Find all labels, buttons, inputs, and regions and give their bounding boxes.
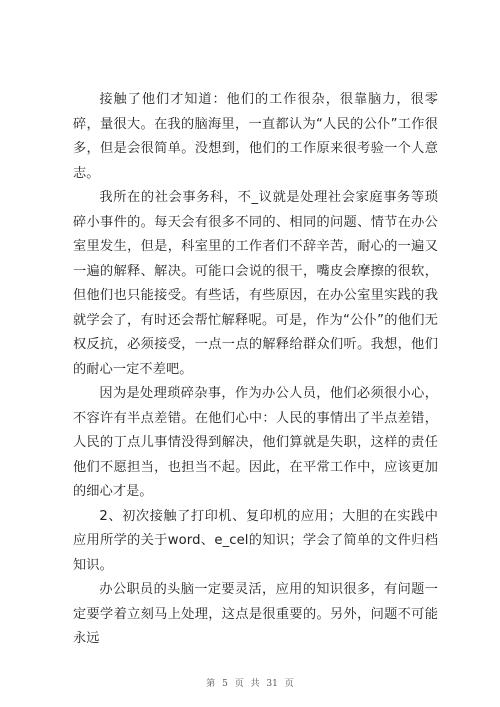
paragraph: 2、初次接触了打印机、复印机的应用；大胆的在实践中应用所学的关于word、e_cel的知识；学会了简单的文件归档知识。 bbox=[73, 508, 438, 573]
paragraph: 办公职员的头脑一定要灵活，应用的知识很多，有问题一定要学着立刻马上处理，这点是很重要的。另外，问题不可能永远 bbox=[73, 582, 438, 646]
paragraph: 接触了他们才知道：他们的工作很杂，很靠脑力，很零碎，量很大。在我的脑海里，一直都认为“人民的公仆”工作很多，但是会很简单。没想到，他们的工作原来很考验一个人意志。 bbox=[73, 92, 438, 181]
paragraph: 我所在的社会事务科，不_议就是处理社会家庭事务等琐碎小事件的。每天会有很多不同的、相同的问题、情节在办公室里发生，但是，科室里的工作者们不辞辛苦，耐心的一遍又一遍的解释、解决。可能口会说的很干，嘴皮会摩擦的很软，但他们也只能接受。有些话，有些原因，在办公室里实践的我就学会了，有时还会帮忙解释呢。可是，作为“公仆”的他们无权反抗，必须接受，一点一点的解释给群众们听。我想，他们的耐心一定不差吧。 bbox=[73, 190, 438, 377]
document-body bbox=[73, 88, 438, 652]
page-number-footer: 第 5 页 共 31 页 bbox=[206, 679, 294, 689]
paragraph: 因为是处理琐碎杂事，作为办公人员，他们必须很小心，不容许有半点差错。在他们心中：人民的事情出了半点差错，人民的丁点儿事情没得到解决，他们算就是失职，这样的责任他们不愿担当，也担当不起。因此，在平常工作中，应该更加的细心才是。 bbox=[73, 386, 438, 499]
